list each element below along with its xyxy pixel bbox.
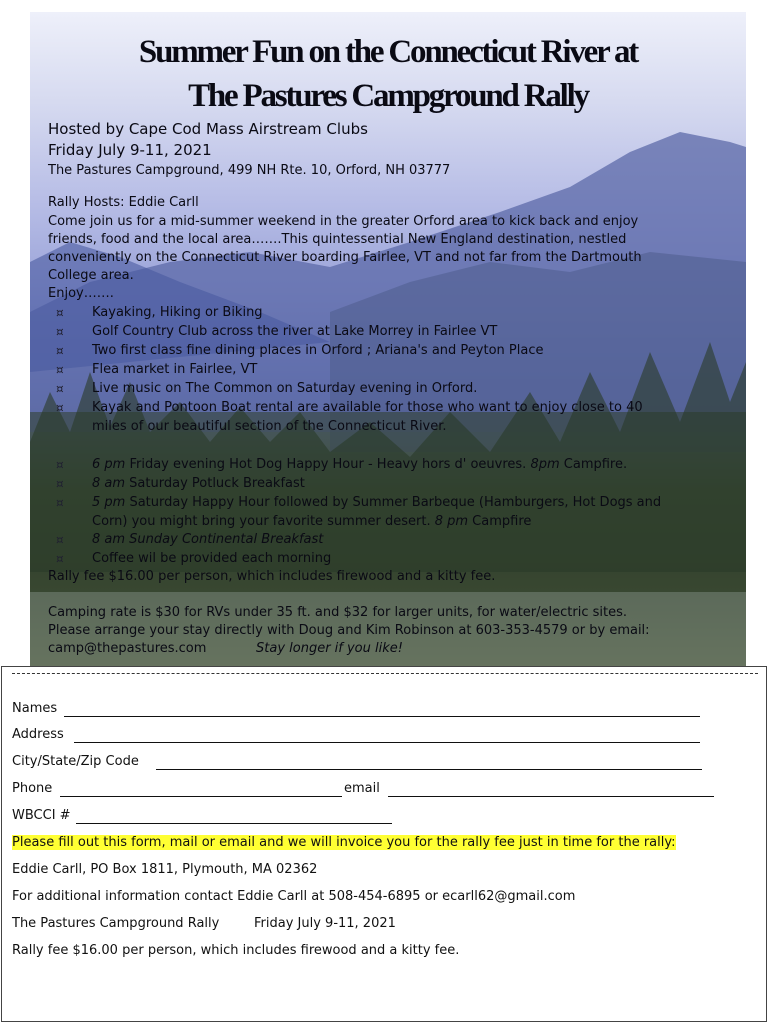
- bullet-icon: ¤: [56, 382, 64, 396]
- wbcci-label: WBCCI #: [12, 808, 71, 823]
- activity-item: Kayak and Pontoon Boat rental are available for those who want to enjoy close to 40: [92, 400, 643, 415]
- phone-label: Phone: [12, 781, 53, 796]
- schedule-item: 6 pm Friday evening Hot Dog Happy Hour - Heavy hors d' oeuvres. 8pm Campfire.: [92, 457, 628, 472]
- rally-fee: Rally fee $16.00 per person, which includes firewood and a kitty fee.: [48, 569, 496, 584]
- schedule-item-continued: Corn) you might bring your favorite summer desert. 8 pm Campfire: [92, 514, 532, 529]
- title-line-2: The Pastures Campground Rally: [188, 78, 588, 114]
- schedule-item: 8 am Sunday Continental Breakfast: [92, 532, 324, 547]
- event-location: The Pastures Campground, 499 NH Rte. 10, Orford, NH 03777: [48, 163, 451, 178]
- schedule-item: 8 am Saturday Potluck Breakfast: [92, 476, 305, 491]
- camping-contact: Please arrange your stay directly with Doug and Kim Robinson at 603-353-4579 or by email:: [48, 623, 650, 638]
- bullet-icon: ¤: [56, 344, 64, 358]
- schedule-time: 8pm: [530, 457, 560, 472]
- intro-line: Come join us for a mid-summer weekend in the greater Orford area to kick back and enjoy: [48, 214, 639, 229]
- schedule-time: 5 pm: [92, 495, 126, 510]
- names-input-line[interactable]: [64, 716, 700, 717]
- intro-line: College area.: [48, 268, 134, 283]
- bullet-icon: ¤: [56, 477, 64, 491]
- rally-hosts: Rally Hosts: Eddie Carll: [48, 195, 199, 210]
- schedule-time: 8 am: [92, 476, 126, 491]
- intro-line: friends, food and the local area…….This quintessential New England destination, nestled: [48, 232, 627, 247]
- cut-line-divider: [12, 673, 758, 674]
- phone-input-line[interactable]: [60, 796, 342, 797]
- bullet-icon: ¤: [56, 458, 64, 472]
- flyer-panel: [30, 12, 746, 667]
- address-label: Address: [12, 727, 64, 742]
- camping-email[interactable]: camp@thepastures.com: [48, 641, 207, 656]
- address-input-line[interactable]: [74, 742, 700, 743]
- activity-item: Live music on The Common on Saturday evening in Orford.: [92, 381, 478, 396]
- activity-item-continued: miles of our beautiful section of the Connecticut River.: [92, 419, 447, 434]
- bullet-icon: ¤: [56, 306, 64, 320]
- event-dates: Friday July 9-11, 2021: [48, 141, 212, 159]
- bullet-icon: ¤: [56, 401, 64, 415]
- schedule-item: 5 pm Saturday Happy Hour followed by Summer Barbeque (Hamburgers, Hot Dogs and: [92, 495, 662, 510]
- camping-rate: Camping rate is $30 for RVs under 35 ft. and $32 for larger units, for water/electric sites.: [48, 605, 628, 620]
- registration-form: [1, 666, 767, 1022]
- schedule-time: 6 pm: [92, 457, 126, 472]
- activity-item: Kayaking, Hiking or Biking: [92, 305, 263, 320]
- wbcci-input-line[interactable]: [76, 823, 392, 824]
- intro-line: conveniently on the Connecticut River boarding Fairlee, VT and not far from the Dartmouth: [48, 250, 642, 265]
- bullet-icon: ¤: [56, 552, 64, 566]
- enjoy-label: Enjoy…….: [48, 286, 114, 301]
- email-input-line[interactable]: [388, 796, 714, 797]
- city-state-zip-label: City/State/Zip Code: [12, 754, 139, 769]
- title-line-1: Summer Fun on the Connecticut River at: [138, 34, 638, 70]
- activity-item: Two first class fine dining places in Orford ; Ariana's and Peyton Place: [92, 343, 544, 358]
- bullet-icon: ¤: [56, 533, 64, 547]
- names-label: Names: [12, 701, 58, 716]
- mail-address: Eddie Carll, PO Box 1811, Plymouth, MA 02362: [12, 862, 318, 877]
- email-label: email: [344, 781, 380, 796]
- activity-item: Golf Country Club across the river at Lake Morrey in Fairlee VT: [92, 324, 498, 339]
- schedule-item: Coffee wil be provided each morning: [92, 551, 332, 566]
- activity-item: Flea market in Fairlee, VT: [92, 362, 258, 377]
- bullet-icon: ¤: [56, 496, 64, 510]
- form-instructions: Please fill out this form, mail or email and we will invoice you for the rally fee just in time for the rally:: [12, 835, 676, 850]
- rally-dates: Friday July 9-11, 2021: [254, 916, 396, 931]
- bullet-icon: ¤: [56, 363, 64, 377]
- stay-longer: Stay longer if you like!: [256, 641, 403, 656]
- schedule-time: 8 pm: [434, 514, 469, 529]
- rally-name: The Pastures Campground Rally: [12, 916, 220, 931]
- bullet-icon: ¤: [56, 325, 64, 339]
- contact-info: For additional information contact Eddie Carll at 508-454-6895 or ecarll62@gmail.com: [12, 889, 576, 904]
- city-state-zip-input-line[interactable]: [156, 769, 702, 770]
- hosted-by: Hosted by Cape Cod Mass Airstream Clubs: [48, 120, 368, 138]
- rally-fee-note: Rally fee $16.00 per person, which includes firewood and a kitty fee.: [12, 943, 460, 958]
